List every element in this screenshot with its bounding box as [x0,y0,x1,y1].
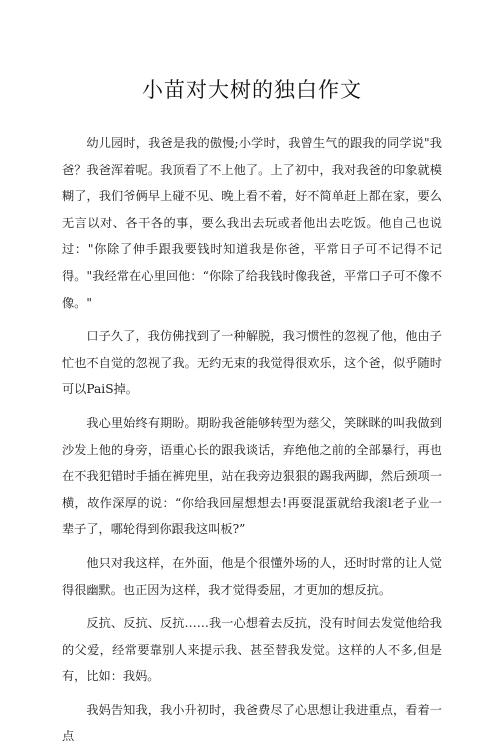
document-title: 小苗对大树的独白作文 [142,78,362,102]
paragraph-3: 我心里始终有期盼。期盼我爸能够转型为慈父，笑眯眯的叫我做到沙发上他的身旁，语重心长的跟我谈话，弃绝他之前的全部暴行，再也在不我犯错时手插在裤兜里，站在我旁边狠狠的踢我两脚，然后颈项一横，故作深厚的说：“你给我回屋想想去!再耍混蛋就给我滚l老子业一辈子了，哪轮得到你跟我这叫板?” [62,415,442,537]
paragraph-1: 幼儿园时，我爸是我的傲慢;小学时，我曾生气的跟我的同学说"我爸？我爸浑着呢。我顶看了不上他了。上了初中，我对我爸的印象就模糊了，我们爷俩早上碰不见、晚上看不着，好不简单赶上都在家，要么无言以对、各干各的事，要么我出去玩或者他出去吃饭。他自己也说过："你除了伸手跟我要钱时知道我是你爸，平常日子可不记得不记得。"我经常在心里回他：“你除了给我钱时像我爸，平常口子可不像不像。" [62,136,442,310]
paragraph-6: 我妈告知我，我小升初时，我爸费尽了心思想让我进重点，看着一点 [62,702,442,744]
paragraph-2: 口子久了，我仿佛找到了一种解脱，我习惯性的忽视了他，他由子忙也不自觉的忽视了我。无约无束的我觉得很欢乐，这个爸，似乎随时可以PaiS掉。 [62,329,442,397]
paragraph-5: 反抗、反抗、反抗……我一心想着去反抗，没有时间去发觉他给我的父爱，经常要靠别人来提示我、甚至替我发觉。这样的人不多,但是有，比如：我妈。 [62,616,442,684]
paragraph-4: 他只对我这样，在外面，他是个很懂外场的人，还时时常的让人觉得很幽默。也正因为这样，我才觉得委屈，才更加的想反抗。 [62,555,442,597]
